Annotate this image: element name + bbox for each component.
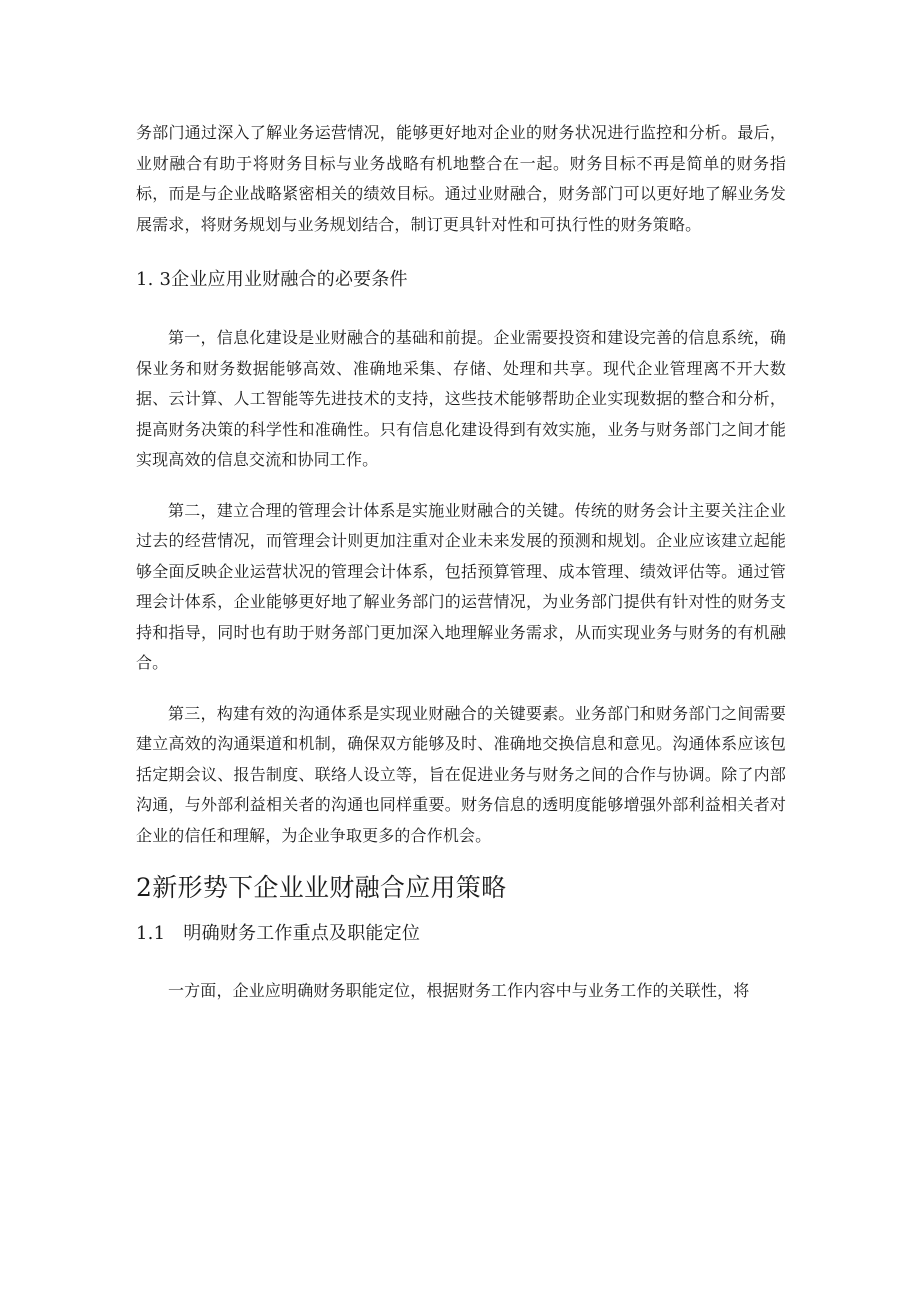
paragraph-third-condition: 第三，构建有效的沟通体系是实现业财融合的关键要素。业务部门和财务部门之间需要建立高效的沟通渠道和机制，确保双方能够及时、准确地交换信息和意见。沟通体系应该包括定期会议、报告制度、联络人设立等，旨在促进业务与财务之间的合作与协调。除了内部沟通，与外部利益相关者的沟通也同样重要。财务信息的透明度能够增强外部利益相关者对企业的信任和理解，为企业争取更多的合作机会。 bbox=[136, 703, 786, 845]
paragraph-continuation: 务部门通过深入了解业务运营情况，能够更好地对企业的财务状况进行监控和分析。最后，业财融合有助于将财务目标与业务战略有机地整合在一起。财务目标不再是简单的财务指标，而是与企业战略紧密相关的绩效目标。通过业财融合，财务部门可以更好地了解业务发展需求，将财务规划与业务规划结合，制订更具针对性和可执行性的财务策略。 bbox=[136, 123, 786, 234]
paragraph-strategy-intro: 一方面，企业应明确财务职能定位，根据财务工作内容中与业务工作的关联性，将 bbox=[168, 981, 750, 1000]
section-heading-1-3: 1. 3企业应用业财融合的必要条件 bbox=[136, 269, 408, 290]
section-heading-1-1: 1.1 明确财务工作重点及职能定位 bbox=[136, 923, 421, 944]
paragraph-first-condition: 第一，信息化建设是业财融合的基础和前提。企业需要投资和建设完善的信息系统，确保业务和财务数据能够高效、准确地采集、存储、处理和共享。现代企业管理离不开大数据、云计算、人工智能等先进技术的支持，这些技术能够帮助企业实现数据的整合和分析，提高财务决策的科学性和准确性。只有信息化建设得到有效实施，业务与财务部门之间才能实现高效的信息交流和协同工作。 bbox=[136, 328, 786, 469]
paragraph-second-condition: 第二，建立合理的管理会计体系是实施业财融合的关键。传统的财务会计主要关注企业过去的经营情况，而管理会计则更加注重对企业未来发展的预测和规划。企业应该建立起能够全面反映企业运营状况的管理会计体系，包括预算管理、成本管理、绩效评估等。通过管理会计体系，企业能够更好地了解业务部门的运营情况，为业务部门提供有针对性的财务支持和指导，同时也有助于财务部门更加深入地理解业务需求，从而实现业务与财务的有机融合。 bbox=[136, 500, 786, 672]
document-page bbox=[136, 118, 786, 1007]
chapter-heading-2: 2新形势下企业业财融合应用策略 bbox=[136, 873, 507, 902]
